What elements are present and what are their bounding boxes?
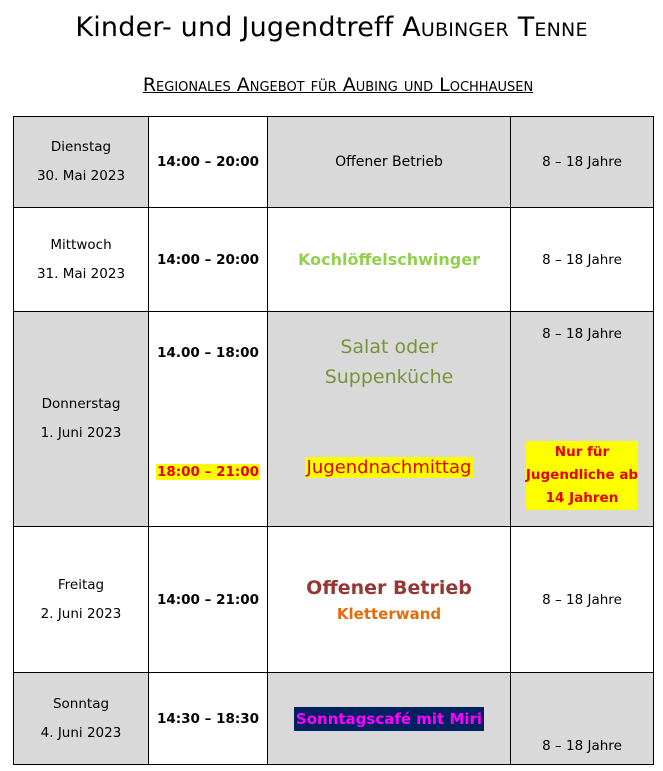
- day-name: Mittwoch: [50, 236, 112, 253]
- program-jugendnachmittag: Jugendnachmittag: [306, 457, 472, 478]
- time-cell: [149, 312, 268, 527]
- program-salat-line1: Salat oder: [340, 336, 438, 358]
- day-name: Dienstag: [50, 139, 112, 155]
- time-cell: 14:00 – 20:00: [149, 117, 268, 208]
- page-subtitle: Regionales Angebot für Aubing und Lochhausen: [142, 74, 534, 96]
- program-cell: Offener Betrieb: [268, 117, 511, 208]
- age-notice: [526, 441, 638, 510]
- day-cell: [14, 208, 149, 312]
- day-date: 4. Juni 2023: [40, 724, 122, 741]
- day-date: 2. Juni 2023: [40, 605, 122, 622]
- program-cell: [268, 208, 511, 312]
- day-name: Freitag: [57, 576, 105, 593]
- table-row: [14, 527, 654, 673]
- program-sonntagscafe: Sonntagscafé mit Miri: [294, 707, 484, 731]
- day-date: 1. Juni 2023: [40, 425, 122, 441]
- day-name: Donnerstag: [41, 396, 121, 412]
- day-date: 31. Mai 2023: [36, 265, 126, 282]
- time-early: 14.00 – 18:00: [157, 345, 259, 361]
- table-row: [14, 208, 654, 312]
- program-salat-line2: Suppenküche: [324, 366, 454, 388]
- day-cell: [14, 527, 149, 673]
- table-row: [14, 312, 654, 527]
- schedule-table: [13, 116, 654, 765]
- age-notice-line2: Jugendliche ab: [525, 467, 639, 483]
- age-general: 8 – 18 Jahre: [542, 326, 622, 342]
- time-late: 18:00 – 21:00: [156, 464, 260, 480]
- program-kletterwand: Kletterwand: [336, 604, 442, 623]
- age-cell: [511, 312, 654, 527]
- program-offener-betrieb: Offener Betrieb: [306, 576, 472, 599]
- age-cell: 8 – 18 Jahre: [511, 208, 654, 312]
- age-notice-line3: 14 Jahren: [545, 490, 619, 506]
- day-date: 30. Mai 2023: [36, 168, 126, 184]
- time-cell: 14:00 – 21:00: [149, 527, 268, 673]
- age-cell: 8 – 18 Jahre: [511, 117, 654, 208]
- title-venue: Aubinger Tenne: [402, 12, 588, 43]
- day-cell: [14, 117, 149, 208]
- age-notice-line1: Nur für: [554, 444, 610, 460]
- program-cell: [268, 673, 511, 765]
- page-title: [0, 12, 663, 43]
- day-cell: [14, 673, 149, 765]
- program-kochl: Kochlöffelschwinger: [297, 250, 480, 269]
- table-row: [14, 117, 654, 208]
- age-cell: 8 – 18 Jahre: [511, 673, 654, 765]
- age-cell: 8 – 18 Jahre: [511, 527, 654, 673]
- time-cell: 14:00 – 20:00: [149, 208, 268, 312]
- program-cell: [268, 312, 511, 527]
- time-cell: 14:30 – 18:30: [149, 673, 268, 765]
- day-name: Sonntag: [52, 695, 110, 712]
- program-cell: [268, 527, 511, 673]
- table-row: [14, 673, 654, 765]
- title-main: Kinder- und Jugendtreff: [75, 12, 403, 43]
- day-cell: [14, 312, 149, 527]
